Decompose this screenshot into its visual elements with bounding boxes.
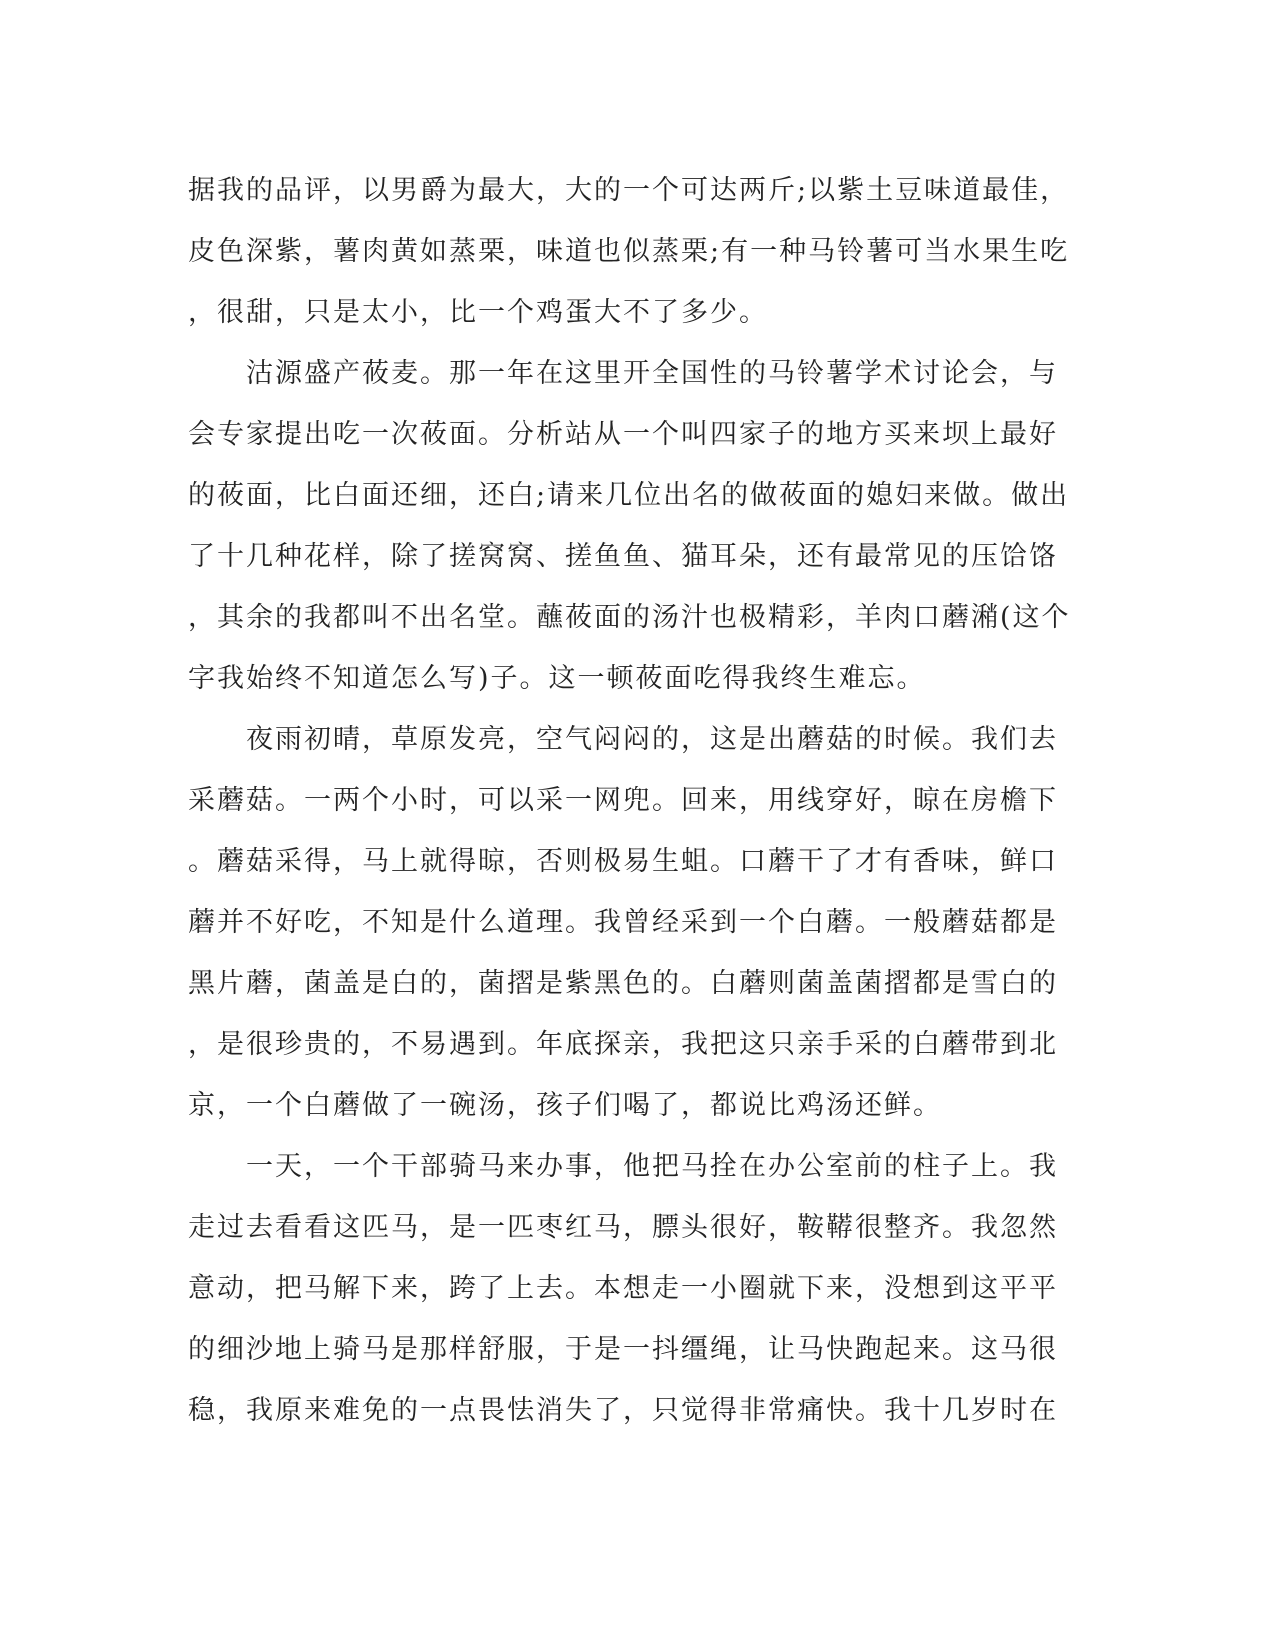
- text-line: 蘑并不好吃，不知是什么道理。我曾经采到一个白蘑。一般蘑菇都是: [188, 907, 1058, 938]
- text-line: 黑片蘑，菌盖是白的，菌摺是紫黑色的。白蘑则菌盖菌摺都是雪白的: [188, 968, 1058, 999]
- text-line: 走过去看看这匹马，是一匹枣红马，膘头很好，鞍鞯很整齐。我忽然: [188, 1212, 1058, 1243]
- paragraph-oat-noodles: [188, 343, 1071, 709]
- text-line: ，是很珍贵的，不易遇到。年底探亲，我把这只亲手采的白蘑带到北: [188, 1029, 1058, 1060]
- text-line: 的莜面，比白面还细，还白;请来几位出名的做莜面的媳妇来做。做出: [188, 480, 1070, 511]
- text-line: 一天，一个干部骑马来办事，他把马拴在办公室前的柱子上。我: [188, 1151, 1058, 1182]
- text-line: 了十几种花样，除了搓窝窝、搓鱼鱼、猫耳朵，还有最常见的压饸饹: [188, 541, 1058, 572]
- paragraph-mushrooms: [188, 709, 1068, 1136]
- text-line: 意动，把马解下来，跨了上去。本想走一小圈就下来，没想到这平平: [188, 1273, 1058, 1304]
- text-line: 皮色深紫，薯肉黄如蒸栗，味道也似蒸栗;有一种马铃薯可当水果生吃: [188, 236, 1070, 267]
- text-line: ，很甜，只是太小，比一个鸡蛋大不了多少。: [188, 297, 768, 328]
- text-line: 的细沙地上骑马是那样舒服，于是一抖缰绳，让马快跑起来。这马很: [188, 1334, 1058, 1365]
- text-line: 据我的品评，以男爵为最大，大的一个可达两斤;以紫土豆味道最佳，: [188, 175, 1070, 206]
- text-line: 采蘑菇。一两个小时，可以采一网兜。回来，用线穿好，晾在房檐下: [188, 785, 1058, 816]
- text-line: 京，一个白蘑做了一碗汤，孩子们喝了，都说比鸡汤还鲜。: [188, 1090, 942, 1121]
- text-line: 会专家提出吃一次莜面。分析站从一个叫四家子的地方买来坝上最好: [188, 419, 1058, 450]
- text-line: ，其余的我都叫不出名堂。蘸莜面的汤汁也极精彩，羊肉口蘑潲(这个: [188, 602, 1071, 633]
- paragraph-potato-varieties: [188, 160, 1068, 343]
- paragraph-horse-riding: [188, 1136, 1068, 1441]
- document-body: [188, 160, 1071, 1441]
- text-line: 稳，我原来难免的一点畏怯消失了，只觉得非常痛快。我十几岁时在: [188, 1395, 1058, 1426]
- text-line: 字我始终不知道怎么写)子。这一顿莜面吃得我终生难忘。: [188, 663, 926, 694]
- text-line: 沽源盛产莜麦。那一年在这里开全国性的马铃薯学术讨论会，与: [188, 358, 1058, 389]
- text-line: 。蘑菇采得，马上就得晾，否则极易生蛆。口蘑干了才有香味，鲜口: [188, 846, 1058, 877]
- text-line: 夜雨初晴，草原发亮，空气闷闷的，这是出蘑菇的时候。我们去: [188, 724, 1058, 755]
